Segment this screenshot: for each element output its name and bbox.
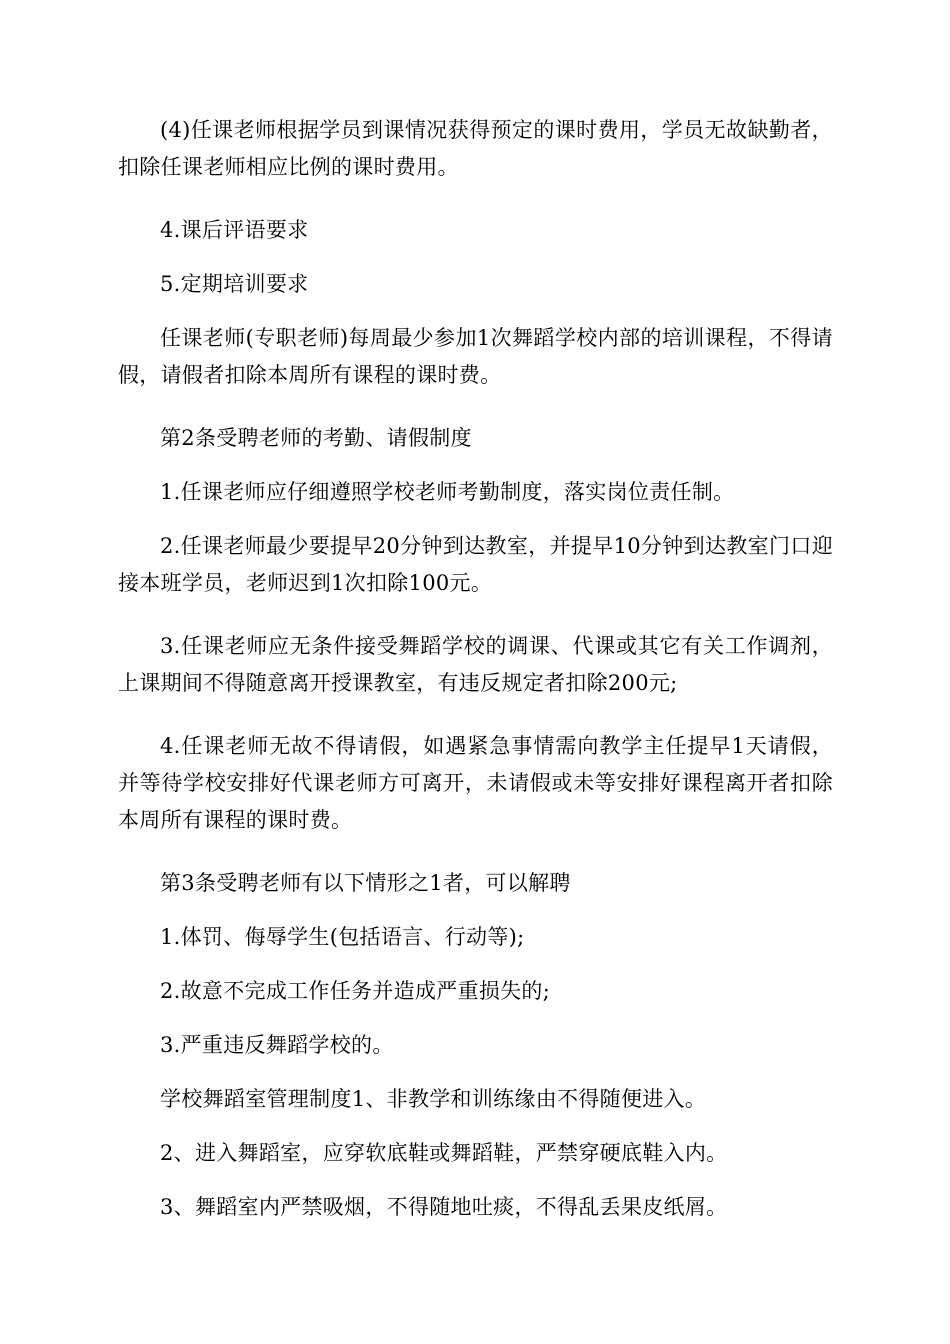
paragraph-dance-room-rule-3: 3、舞蹈室内严禁吸烟，不得随地吐痰，不得乱丢果皮纸屑。	[160, 1195, 728, 1219]
paragraph-attendance-rule-3: 3.任课老师应无条件接受舞蹈学校的调课、代课或其它有关工作调剂，上课期间不得随意离开授课教室，有违反规定者扣除200元;	[118, 634, 833, 695]
paragraph-attendance-rule-2: 2.任课老师最少要提早20分钟到达教室，并提早10分钟到达教室门口迎接本班学员，老师迟到1次扣除100元。	[118, 534, 833, 595]
paragraph-dance-room-rule-1: 学校舞蹈室管理制度1、非教学和训练缘由不得随便进入。	[160, 1087, 707, 1111]
paragraph-weekly-training-rule: 任课老师(专职老师)每周最少参加1次舞蹈学校内部的培训课程，不得请假，请假者扣除本周所有课程的课时费。	[118, 326, 833, 387]
paragraph-dismissal-rule-3: 3.严重违反舞蹈学校的。	[160, 1033, 394, 1057]
paragraph-attendance-rule-4: 4.任课老师无故不得请假，如遇紧急事情需向教学主任提早1天请假，并等待学校安排好代课老师方可离开，未请假或未等安排好课程离开者扣除本周所有课程的课时费。	[118, 734, 833, 832]
paragraph-teacher-fee-deduction: (4)任课老师根据学员到课情况获得预定的课时费用，学员无故缺勤者，扣除任课老师相应比例的课时费用。	[118, 118, 833, 179]
paragraph-regular-training: 5.定期培训要求	[160, 272, 309, 296]
document-body	[118, 112, 833, 1243]
section-heading-dismissal: 第3条受聘老师有以下情形之1者，可以解聘	[160, 871, 571, 895]
paragraph-dismissal-rule-1: 1.体罚、侮辱学生(包括语言、行动等);	[160, 925, 525, 949]
paragraph-attendance-rule-1: 1.任课老师应仔细遵照学校老师考勤制度，落实岗位责任制。	[160, 480, 735, 504]
paragraph-after-class-comments: 4.课后评语要求	[160, 218, 309, 242]
section-heading-attendance: 第2条受聘老师的考勤、请假制度	[160, 426, 472, 450]
paragraph-dance-room-rule-2: 2、进入舞蹈室，应穿软底鞋或舞蹈鞋，严禁穿硬底鞋入内。	[160, 1141, 728, 1165]
paragraph-dismissal-rule-2: 2.故意不完成工作任务并造成严重损失的;	[160, 979, 551, 1003]
